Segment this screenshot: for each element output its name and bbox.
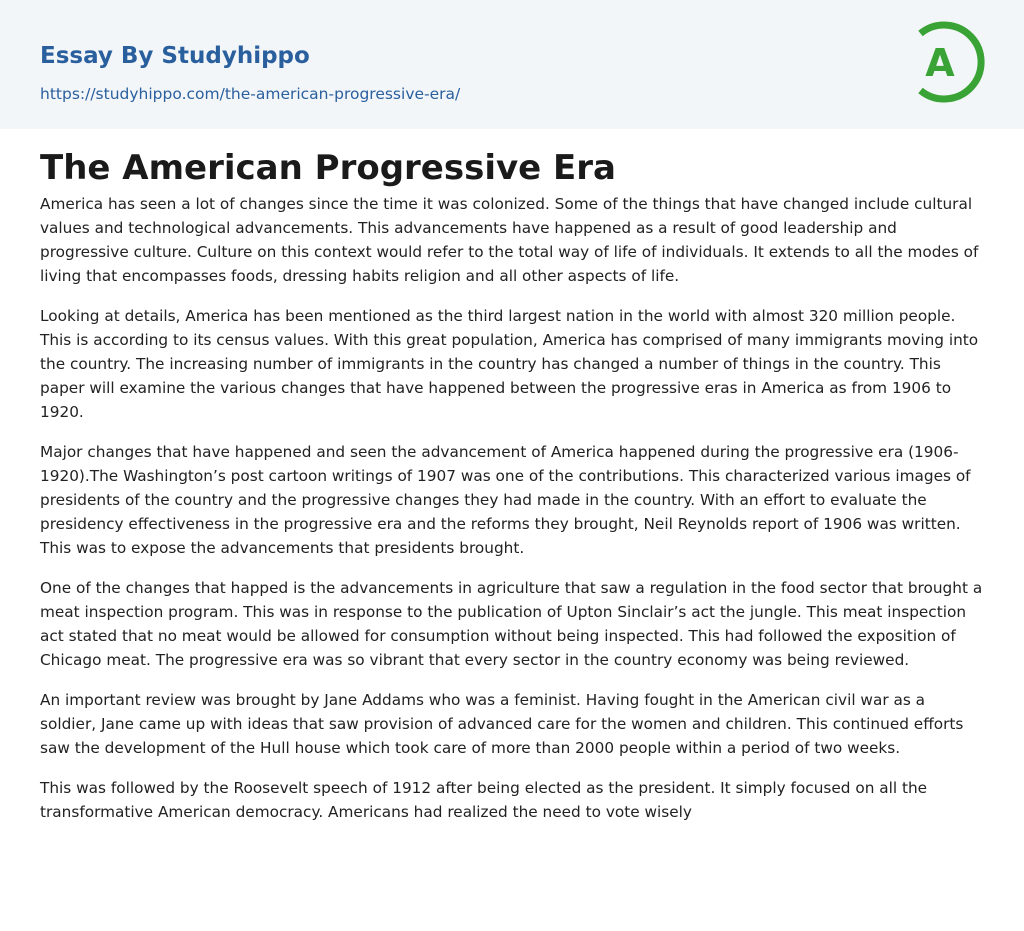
essay-paragraph: This was followed by the Roosevelt speech of 1912 after being elected as the president. It simply focused on all the transformative American democracy. Americans had realized the need to vote wisely (40, 779, 928, 821)
essay-title: The American Progressive Era (40, 148, 616, 188)
essay-content (0, 129, 1024, 824)
logo-ring-icon (912, 19, 986, 105)
page-header (0, 0, 1024, 129)
essay-paragraph: America has seen a lot of changes since the time it was colonized. Some of the things that have changed include cultural values and technological advancements. This advancements have happened as a result of good leadership and progressive culture. Culture on this context would refer to the total way of life of individuals. It extends to all the modes of living that encompasses foods, dressing habits religion and all other aspects of life. (40, 195, 979, 285)
essay-paragraph: Looking at details, America has been mentioned as the third largest nation in the world with almost 320 million people. This is according to its census values. With this great population, America has comprised of many immigrants moving into the country. The increasing number of immigrants in the country has changed a number of things in the country. This paper will examine the various changes that have happened between the progressive eras in America as from 1906 to 1920. (40, 307, 979, 421)
source-url-link[interactable]: https://studyhippo.com/the-american-progressive-era/ (40, 85, 461, 103)
logo-letter: A (925, 41, 955, 85)
essay-paragraph: Major changes that have happened and seen the advancement of America happened during the progressive era (1906-1920).The Washington’s post cartoon writings of 1907 was one of the contributions. This characterized various images of presidents of the country and the progressive changes they had made in the country. With an effort to evaluate the presidency effectiveness in the progressive era and the reforms they brought, Neil Reynolds report of 1906 was written. This was to expose the advancements that presidents brought. (40, 443, 971, 557)
studyhippo-logo[interactable] (912, 19, 986, 105)
essay-paragraph: An important review was brought by Jane Addams who was a feminist. Having fought in the American civil war as a soldier, Jane came up with ideas that saw provision of advanced care for the women and children. This continued efforts saw the development of the Hull house which took care of more than 2000 people within a period of two weeks. (40, 691, 964, 757)
brand-title: Essay By Studyhippo (40, 43, 310, 69)
essay-paragraph: One of the changes that happed is the advancements in agriculture that saw a regulation in the food sector that brought a meat inspection program. This was in response to the publication of Upton Sinclair’s act the jungle. This meat inspection act stated that no meat would be allowed for consumption without being inspected. This had followed the exposition of Chicago meat. The progressive era was so vibrant that every sector in the country economy was being reviewed. (40, 579, 983, 669)
